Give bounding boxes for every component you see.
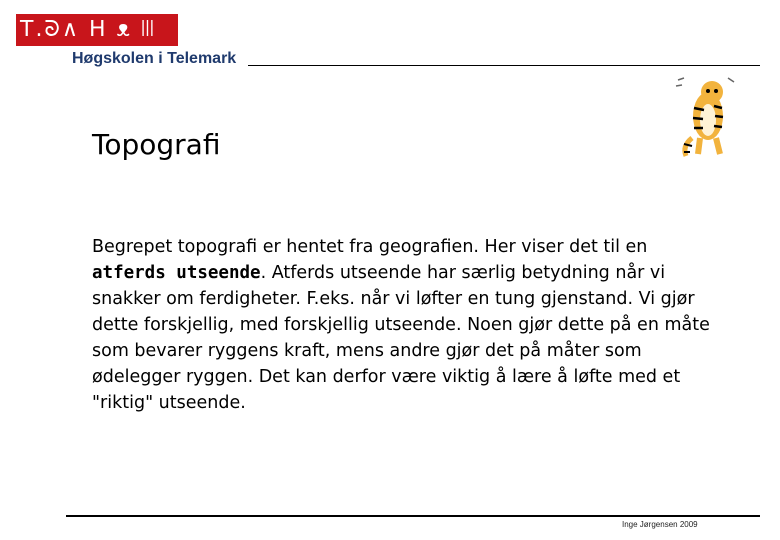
college-logo-symbols: ꓔ.ᘐ∧ ᕼ ᴥ ꔖ — [16, 14, 178, 46]
header-divider — [248, 65, 760, 66]
footer-credit: Inge Jørgensen 2009 — [622, 520, 698, 529]
body-text-emphasis: atferds utseende — [92, 263, 261, 283]
footer-divider — [66, 515, 760, 517]
slide-body — [92, 234, 722, 416]
body-text-rest: . Atferds utseende har særlig betydning når vi snakker om ferdigheter. F.eks. når vi løfter en tung gjenstand. Vi gjør dette forskjellig, med forskjellig utseende. Noen gjør dette på en måte som bevarer ryggens kraft, mens andre gjør det på måter som ødelegger ryggen. Det kan derfor være viktig å lære å løfte med et "riktig" utseende. — [92, 263, 710, 413]
institution-name: Høgskolen i Telemark — [72, 50, 237, 67]
tiger-cartoon-icon — [670, 72, 740, 160]
body-text-intro: Begrepet topografi er hentet fra geografien. Her viser det til en — [92, 237, 648, 257]
slide-title: Topografi — [92, 128, 221, 161]
